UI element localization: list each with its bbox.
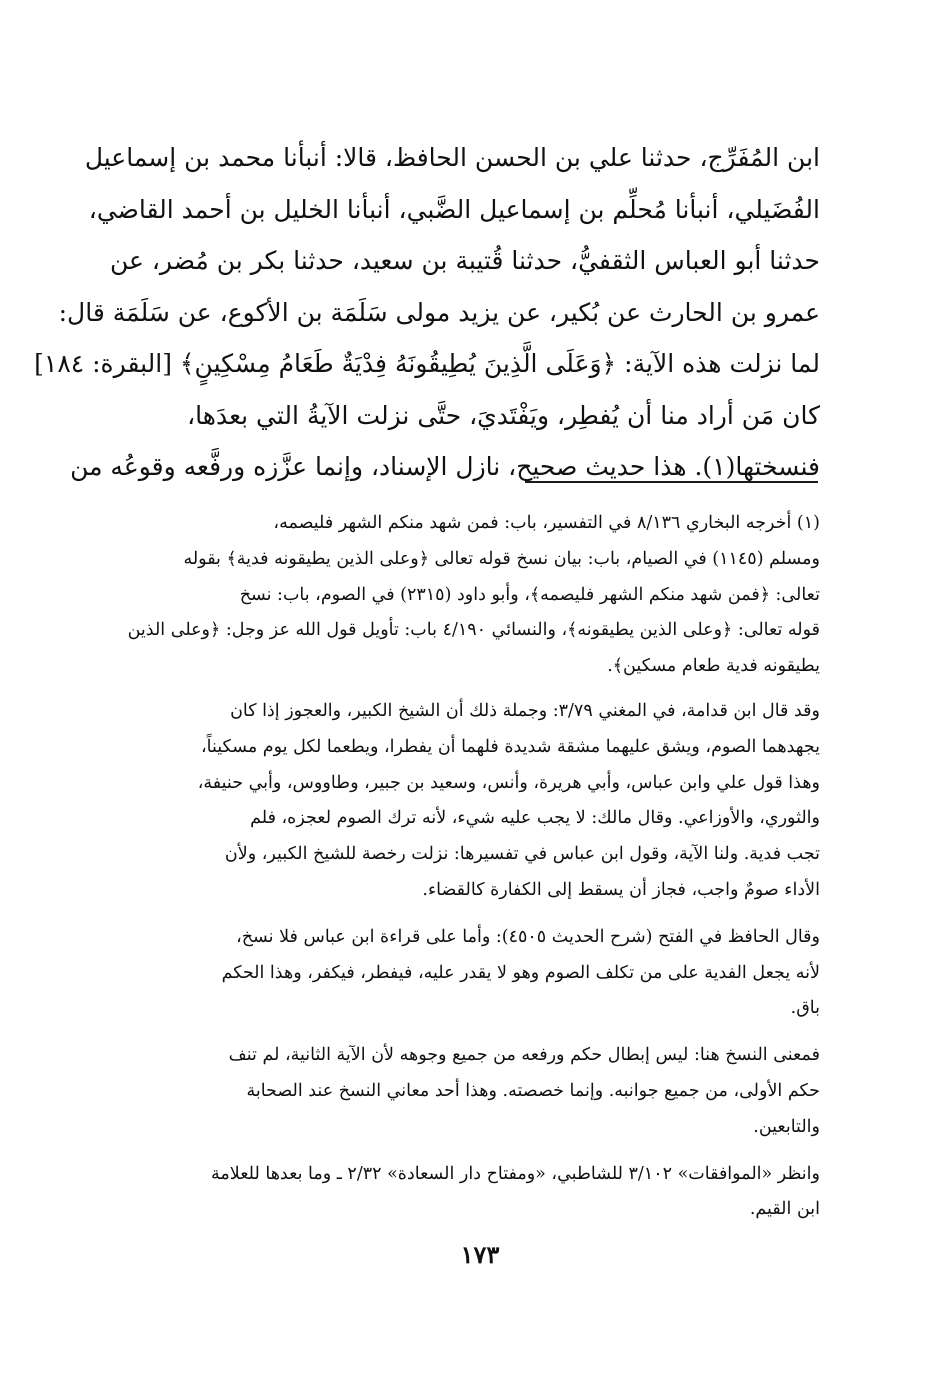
footnote-paragraph — [127, 506, 820, 685]
main-text-block — [34, 132, 820, 493]
footnote-line: يطيقونه فدية طعام مسكين﴾. — [607, 656, 820, 677]
main-text-line: كان مَن أراد منا أن يُفطِر، ويَفْتَديَ، حتَّى نزلت الآيةُ التي بعدَها، — [187, 400, 820, 430]
footnotes-block — [127, 506, 820, 1228]
footnote-line: وانظر «الموافقات» ٣/١٠٢ للشاطبي، «ومفتاح دار السعادة» ٢/٣٢ ـ وما بعدها للعلامة — [211, 1163, 820, 1184]
footnote-line: تعالى: ﴿فمن شهد منكم الشهر فليصمه﴾، وأبو داود (٢٣١٥) في الصوم، باب: نسخ — [239, 584, 820, 605]
footnote-line: ومسلم (١١٤٥) في الصيام، باب: بيان نسخ قوله تعالى ﴿وعلى الذين يطيقونه فدية﴾ بقوله — [183, 548, 820, 569]
footnote-line: وقال الحافظ في الفتح (شرح الحديث ٤٥٠٥): وأما على قراءة ابن عباس فلا نسخ، — [236, 926, 820, 947]
footnote-line: (١) أخرجه البخاري ٨/١٣٦ في التفسير، باب: فمن شهد منكم الشهر فليصمه، — [273, 513, 820, 533]
main-text-line: الفُضَيلي، أنبأنا مُحلِّم بن إسماعيل الضَّبي، أنبأنا الخليل بن أحمد القاضي، — [88, 194, 820, 224]
footnote-paragraph — [160, 1157, 820, 1229]
main-text-line: ابن المُفَرِّج، حدثنا علي بن الحسن الحافظ، قالا: أنبأنا محمد بن إسماعيل — [84, 143, 820, 172]
footnote-line: حكم الأولى، من جميع جوانبه. وإنما خصصته. وهذا أحد معاني النسخ عند الصحابة — [246, 1080, 820, 1101]
main-text-line: حدثنا أبو العباس الثقفيُّ، حدثنا قُتيبة بن سعيد، حدثنا بكر بن مُضر، عن — [109, 246, 820, 275]
footnote-line: وقد قال ابن قدامة، في المغني ٣/٧٩: وجملة ذلك أن الشيخ الكبير، والعجوز إذا كان — [230, 700, 820, 721]
footnote-paragraph — [160, 1038, 820, 1145]
main-text-line: فنسختها(١). هذا حديث صحيح، نازل الإسناد، وإنما عزَّزه ورفَّعه وقوعُه من — [70, 452, 820, 481]
footnote-line: ابن القيم. — [749, 1199, 820, 1220]
footnote-line: وهذا قول علي وابن عباس، وأبي هريرة، وأنس، وسعيد بن جبير، وطاووس، وأبي حنيفة، — [197, 772, 820, 793]
footnote-line: باق. — [790, 998, 820, 1019]
footnote-line: قوله تعالى: ﴿وعلى الذين يطيقونه﴾، والنسائي ٤/١٩٠ باب: تأويل قول الله عز وجل: ﴿وعلى الذين — [127, 620, 820, 641]
footnote-line: والتابعين. — [753, 1116, 820, 1137]
footnote-line: لأنه يجعل الفدية على من تكلف الصوم وهو لا يقدر عليه، فيفطر، فيكفر، وهذا الحكم — [221, 962, 820, 983]
footnote-line: والثوري، والأوزاعي. وقال مالك: لا يجب عليه شيء، لأنه ترك الصوم لعجزه، فلم — [250, 808, 820, 829]
footnote-paragraph — [160, 920, 820, 1027]
footnote-separator — [525, 481, 818, 483]
footnote-line: يجهدهما الصوم، ويشق عليهما مشقة شديدة فلهما أن يفطرا، ويطعما لكل يوم مسكيناً، — [201, 736, 820, 757]
main-text-line: لما نزلت هذه الآية: ﴿وَعَلَى الَّذِينَ يُطِيقُونَهُ فِدْيَةٌ طَعَامُ مِسْكِينٍ﴾ [البقرة: ١٨٤] — [34, 349, 820, 378]
main-text-line: عمرو بن الحارث عن بُكير، عن يزيد مولى سَلَمَة بن الأكوع، عن سَلَمَة قال: — [58, 297, 820, 327]
footnote-paragraph — [160, 694, 820, 909]
footnote-line: تجب فدية. ولنا الآية، وقول ابن عباس في تفسيرها: نزلت رخصة للشيخ الكبير، ولأن — [224, 844, 820, 865]
page-number: ١٧٣ — [460, 1240, 500, 1269]
footnote-line: الأداء صومٌ واجب، فجاز أن يسقط إلى الكفارة كالقضاء. — [422, 879, 820, 900]
footnote-line: فمعنى النسخ هنا: ليس إبطال حكم ورفعه من جميع وجوهه لأن الآية الثانية، لم تنف — [228, 1045, 820, 1066]
